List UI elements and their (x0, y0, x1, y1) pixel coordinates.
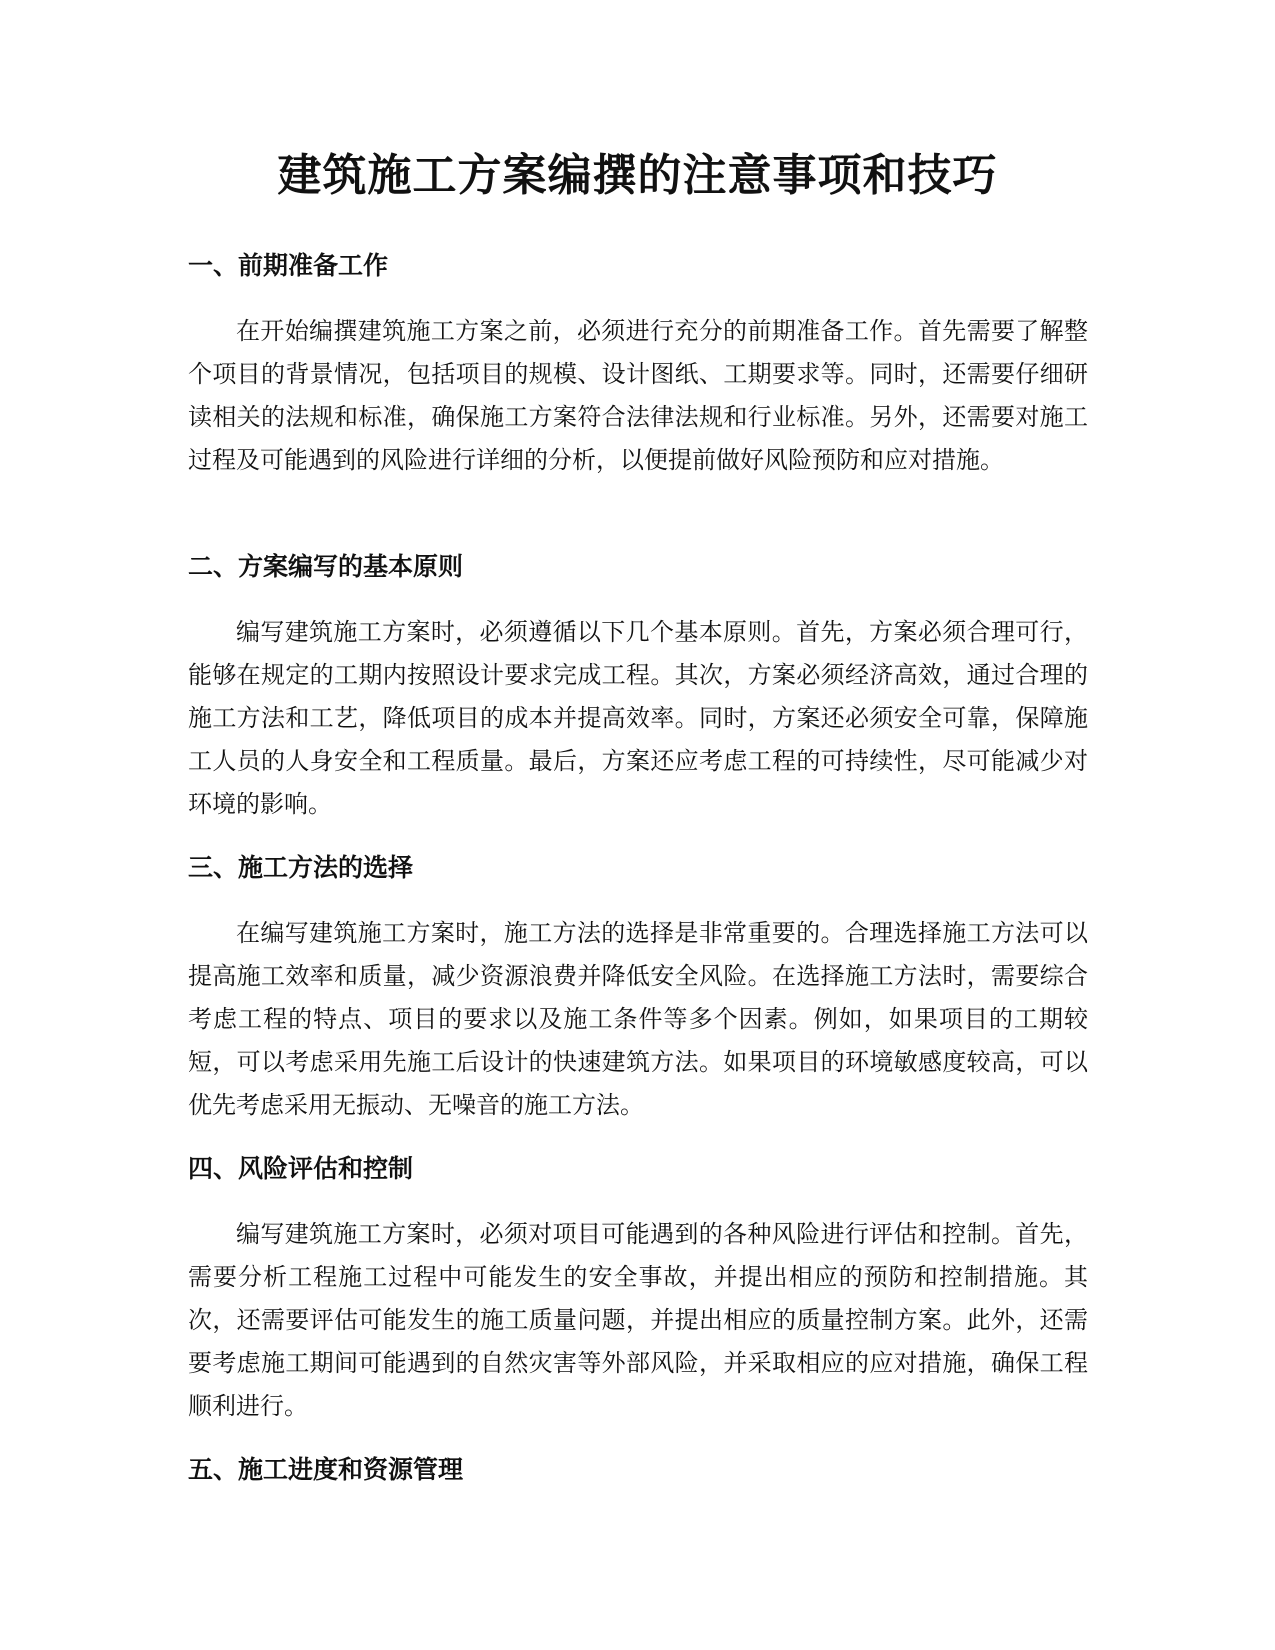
document-title: 建筑施工方案编撰的注意事项和技巧 (277, 150, 998, 201)
section-heading-preparation: 一、前期准备工作 (188, 251, 389, 280)
section-body-principles: 编写建筑施工方案时，必须遵循以下几个基本原则。首先，方案必须合理可行，能够在规定的工期内按照设计要求完成工程。其次，方案必须经济高效，通过合理的施工方法和工艺，降低项目的成本并提高效率。同时，方案还必须安全可靠，保障施工人员的人身安全和工程质量。最后，方案还应考虑工程的可持续性，尽可能减少对环境的影响。 (188, 618, 1088, 818)
section-heading-risk: 四、风险评估和控制 (188, 1154, 414, 1183)
section-heading-schedule: 五、施工进度和资源管理 (188, 1455, 464, 1484)
section-body-risk: 编写建筑施工方案时，必须对项目可能遇到的各种风险进行评估和控制。首先，需要分析工程施工过程中可能发生的安全事故，并提出相应的预防和控制措施。其次，还需要评估可能发生的施工质量问题，并提出相应的质量控制方案。此外，还需要考虑施工期间可能遇到的自然灾害等外部风险，并采取相应的应对措施，确保工程顺利进行。 (188, 1220, 1088, 1420)
section-heading-methods: 三、施工方法的选择 (188, 853, 414, 882)
section-body-preparation: 在开始编撰建筑施工方案之前，必须进行充分的前期准备工作。首先需要了解整个项目的背景情况，包括项目的规模、设计图纸、工期要求等。同时，还需要仔细研读相关的法规和标准，确保施工方案符合法律法规和行业标准。另外，还需要对施工过程及可能遇到的风险进行详细的分析，以便提前做好风险预防和应对措施。 (188, 317, 1088, 474)
section-body-methods: 在编写建筑施工方案时，施工方法的选择是非常重要的。合理选择施工方法可以提高施工效率和质量，减少资源浪费并降低安全风险。在选择施工方法时，需要综合考虑工程的特点、项目的要求以及施工条件等多个因素。例如，如果项目的工期较短，可以考虑采用先施工后设计的快速建筑方法。如果项目的环境敏感度较高，可以优先考虑采用无振动、无噪音的施工方法。 (188, 919, 1088, 1119)
section-heading-principles: 二、方案编写的基本原则 (188, 552, 464, 581)
